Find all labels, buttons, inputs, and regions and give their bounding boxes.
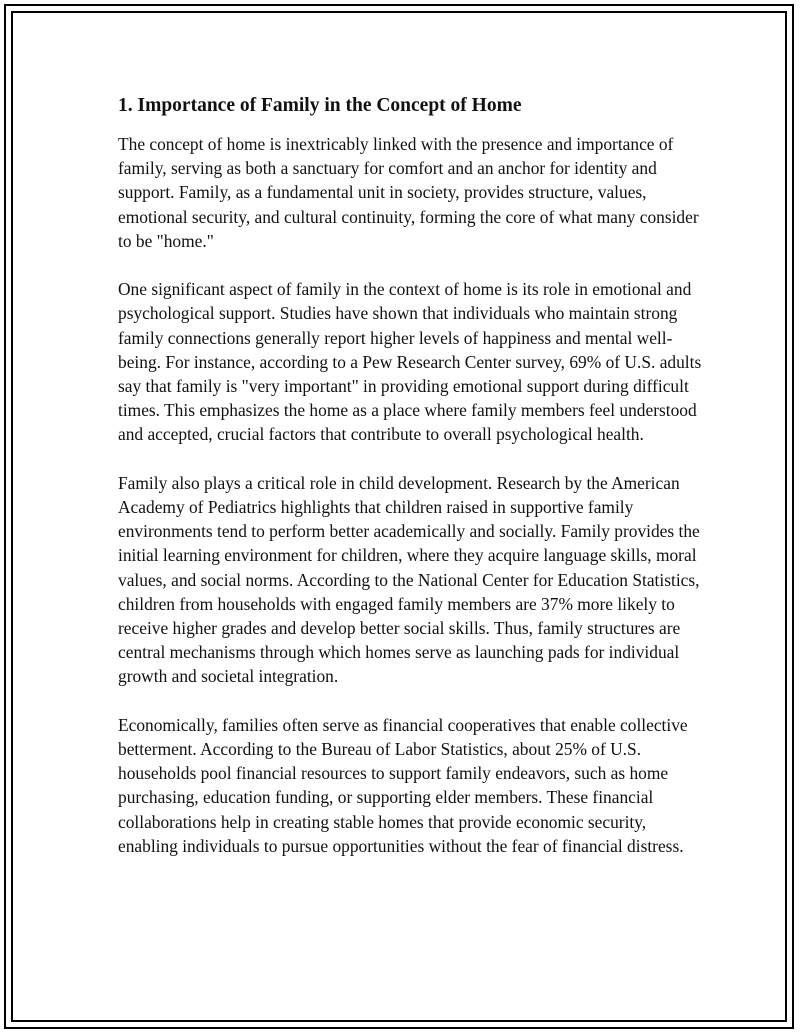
- section-heading: 1. Importance of Family in the Concept of Home: [118, 95, 522, 116]
- paragraph-emotional-support: One significant aspect of family in the context of home is its role in emotional and psychological support. Studies have shown that individuals who maintain strong family connections generally report higher levels of happiness and mental well-being. For instance, according to a Pew Research Center survey, 69% of U.S. adults say that family is "very important" in providing emotional support during difficult times. This emphasizes the home as a place where family members feel understood and accepted, crucial factors that contribute to overall psychological health.: [118, 279, 702, 445]
- paragraph-intro: The concept of home is inextricably linked with the presence and importance of family, serving as both a sanctuary for comfort and an anchor for identity and support. Family, as a fundamental unit in society, provides structure, values, emotional security, and cultural continuity, forming the core of what many consider to be "home.": [118, 134, 699, 251]
- paragraph-child-development: Family also plays a critical role in child development. Research by the American Academy of Pediatrics highlights that children raised in supportive family environments tend to perform better academically and socially. Family provides the initial learning environment for children, where they acquire language skills, moral values, and social norms. According to the National Center for Education Statistics, children from households with engaged family members are 37% more likely to receive higher grades and develop better social skills. Thus, family structures are central mechanisms through which homes serve as launching pads for individual growth and societal integration.: [118, 472, 700, 687]
- paragraph-economic: Economically, families often serve as financial cooperatives that enable collective betterment. According to the Bureau of Labor Statistics, about 25% of U.S. households pool financial resources to support family endeavors, such as home purchasing, education funding, or supporting elder members. These financial collaborations help in creating stable homes that provide economic security, enabling individuals to pursue opportunities without the fear of financial distress.: [118, 714, 688, 856]
- document-body: [118, 92, 708, 882]
